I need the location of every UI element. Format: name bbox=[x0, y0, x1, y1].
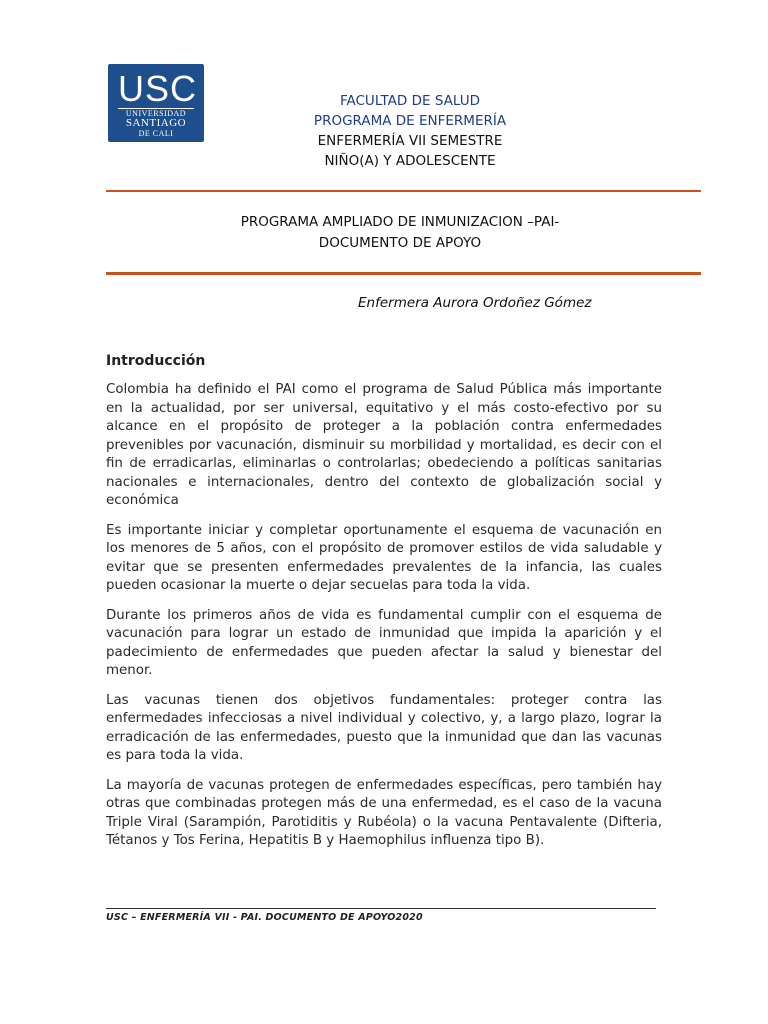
document-title bbox=[160, 212, 640, 254]
title-line-2: DOCUMENTO DE APOYO bbox=[318, 235, 482, 251]
paragraph: Durante los primeros años de vida es fundamental cumplir con el esquema de vacunación para lograr un estado de inmunidad que impida la aparición y el padecimiento de enfermedades que pueden afectar la salud y bienestar del menor. bbox=[106, 607, 662, 678]
paragraph: Las vacunas tienen dos objetivos fundamentales: proteger contra las enfermedades infecciosas a nivel individual y colectivo, y, a largo plazo, lograr la erradicación de las enfermedades, puesto que la inmunidad que dan las vacunas es para toda la vida. bbox=[106, 692, 662, 763]
body-text bbox=[106, 381, 662, 862]
paragraph: La mayoría de vacunas protegen de enfermedades específicas, pero también hay otras que combinadas protegen más de una enfermedad, es el caso de la vacuna Triple Viral (Sarampión, Parotiditis y Rubéola) o la vacuna Pentavalente (Difteria, Tétanos y Tos Ferina, Hepatitis B y Haemophilus influenza tipo B). bbox=[106, 777, 662, 848]
usc-logo bbox=[108, 64, 204, 142]
author-name: Enfermera Aurora Ordoñez Gómez bbox=[358, 295, 592, 311]
logo-line-2: SANTIAGO bbox=[125, 117, 187, 129]
title-line-1: PROGRAMA AMPLIADO DE INMUNIZACION –PAI- bbox=[240, 214, 560, 230]
top-divider bbox=[106, 190, 701, 192]
section-heading: Introducción bbox=[106, 353, 206, 369]
logo-line-1: UNIVERSIDAD bbox=[125, 109, 187, 118]
logo-acronym: USC bbox=[118, 68, 198, 109]
subject-name: NIÑO(A) Y ADOLESCENTE bbox=[324, 153, 496, 169]
semester-name: ENFERMERÍA VII SEMESTRE bbox=[317, 133, 503, 149]
program-name: PROGRAMA DE ENFERMERÍA bbox=[313, 113, 507, 129]
faculty-name: FACULTAD DE SALUD bbox=[339, 93, 480, 109]
logo-line-3: DE CALI bbox=[138, 129, 174, 138]
paragraph: Colombia ha definido el PAI como el programa de Salud Pública más importante en la actualidad, por ser universal, equitativo y el más costo-efectivo por su alcance en el propósito de proteger a la población contra enfermedades prevenibles por vacunación, disminuir su morbilidad y mortalidad, es decir con el fin de erradicarlas, eliminarlas o controlarlas; obedeciendo a políticas sanitarias nacionales e internacionales, dentro del contexto de globalización social y económica bbox=[106, 382, 662, 508]
document-header bbox=[210, 91, 610, 171]
footer-text: USC – ENFERMERÍA VII - PAI. DOCUMENTO DE APOYO2020 bbox=[106, 912, 423, 923]
paragraph: Es importante iniciar y completar oportunamente el esquema de vacunación en los menores de 5 años, con el propósito de promover estilos de vida saludable y evitar que se presenten enfermedades prevalentes de la infancia, las cuales pueden ocasionar la muerte o dejar secuelas para toda la vida. bbox=[106, 522, 662, 593]
footer-divider bbox=[106, 908, 656, 909]
bottom-divider bbox=[106, 272, 701, 275]
